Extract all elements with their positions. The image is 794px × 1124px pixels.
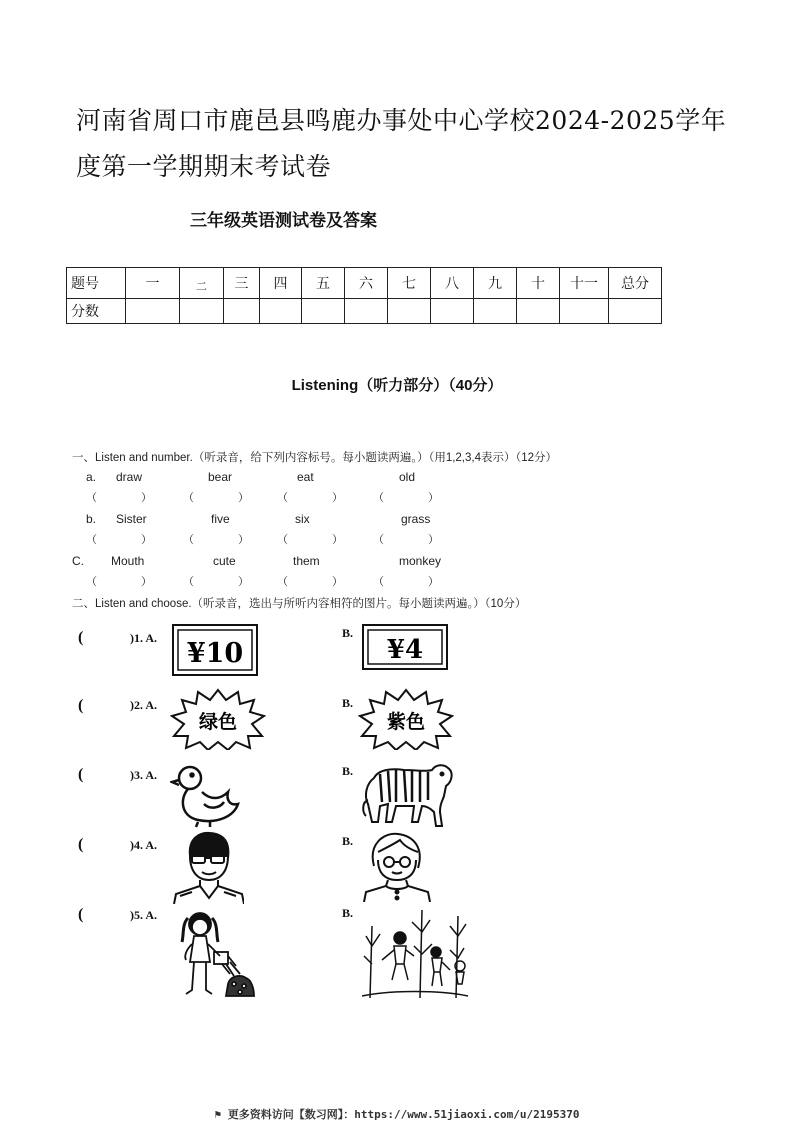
footer-link[interactable]: ⚑ 更多资料访问【数习网】：https://www.51jiaoxi.com/u/2195370 (214, 1108, 580, 1121)
question-number: )5. A. (130, 908, 157, 922)
table-cell: 十一 (560, 268, 609, 299)
table-cell: 八 (431, 268, 474, 299)
color-word: 紫色 (386, 711, 426, 733)
word-item: Sister (116, 512, 147, 526)
table-cell: 二 (180, 268, 224, 299)
row-letter: b. (86, 512, 97, 526)
option-b-label: B. (342, 764, 354, 778)
score-table-header-row (67, 268, 662, 299)
answer-bracket-open[interactable]: ( (78, 629, 84, 646)
answer-bracket-open[interactable]: ( (78, 906, 84, 923)
girl-watering-flowers-picture[interactable] (170, 904, 256, 1004)
answer-blank[interactable]: （ ） (86, 576, 152, 588)
answer-blank[interactable]: （ ） (183, 534, 249, 546)
question-number: )4. A. (130, 838, 157, 852)
section2-instruction: 二、Listen and choose.（听录音，选出与所听内容相符的图片。每小题读两遍。）（10分） (72, 598, 527, 610)
word-item: monkey (399, 554, 442, 568)
answer-blank[interactable]: （ ） (373, 534, 439, 546)
option-b-label: B. (342, 696, 354, 710)
table-cell[interactable] (388, 299, 431, 324)
score-table (66, 267, 662, 324)
table-cell[interactable] (517, 299, 560, 324)
word-item: them (293, 554, 320, 568)
table-cell[interactable] (431, 299, 474, 324)
purple-burst-picture[interactable] (358, 688, 454, 754)
option-b-label: B. (342, 626, 354, 640)
table-cell: 七 (388, 268, 431, 299)
table-cell[interactable] (560, 299, 609, 324)
question-number: )2. A. (130, 698, 157, 712)
word-item: grass (401, 512, 431, 526)
answer-blank[interactable]: （ ） (183, 492, 249, 504)
word-item: six (295, 512, 310, 526)
tiger-picture[interactable] (360, 756, 456, 832)
answer-bracket-open[interactable]: ( (78, 697, 84, 714)
page-title: 河南省周口市鹿邑县鸣鹿办事处中心学校2024-2025学年度第一学期期末考试卷 (76, 106, 727, 181)
table-cell[interactable] (180, 299, 224, 324)
price-label: ¥4 (386, 635, 424, 665)
answer-blank[interactable]: （ ） (277, 492, 343, 504)
answer-blank[interactable]: （ ） (277, 534, 343, 546)
word-item: cute (213, 554, 236, 568)
table-cell[interactable] (609, 299, 662, 324)
color-word: 绿色 (198, 711, 238, 733)
duck-picture[interactable] (170, 760, 242, 832)
word-item: bear (208, 470, 233, 484)
price-label: ¥10 (186, 638, 244, 669)
row-letter: C. (72, 554, 84, 568)
woman-with-glasses-picture[interactable] (360, 830, 432, 906)
table-cell: 四 (260, 268, 302, 299)
man-with-glasses-picture[interactable] (172, 828, 244, 908)
table-cell: 一 (126, 268, 180, 299)
green-burst-picture[interactable] (170, 688, 266, 754)
table-cell: 分数 (67, 299, 126, 324)
answer-blank[interactable]: （ ） (373, 576, 439, 588)
option-b-label: B. (342, 906, 354, 920)
question-number: )3. A. (130, 768, 157, 782)
score-table-score-row (67, 299, 662, 324)
children-planting-trees-picture[interactable] (360, 906, 470, 1002)
table-cell: 题号 (67, 268, 126, 299)
table-cell: 十 (517, 268, 560, 299)
word-item: eat (297, 470, 314, 484)
answer-bracket-open[interactable]: ( (78, 766, 84, 783)
table-cell: 六 (345, 268, 388, 299)
section1-instruction: 一、Listen and number.（听录音，给下列内容标号。每小题读两遍。）（用1,2,3,4表示）（12分） (72, 452, 558, 464)
table-cell[interactable] (302, 299, 345, 324)
word-item: five (211, 512, 230, 526)
word-item: old (399, 470, 416, 484)
answer-blank[interactable]: （ ） (86, 534, 152, 546)
table-cell: 三 (224, 268, 260, 299)
answer-blank[interactable]: （ ） (183, 576, 249, 588)
table-cell: 五 (302, 268, 345, 299)
table-cell[interactable] (345, 299, 388, 324)
page-subtitle: 三年级英语测试卷及答案 (190, 211, 377, 231)
table-cell[interactable] (126, 299, 180, 324)
table-cell: 九 (474, 268, 517, 299)
answer-bracket-open[interactable]: ( (78, 836, 84, 853)
listening-heading: Listening（听力部分）（40分） (291, 377, 503, 394)
option-b-label: B. (342, 834, 354, 848)
ten-yuan-ticket-picture[interactable] (172, 624, 258, 680)
answer-blank[interactable]: （ ） (86, 492, 152, 504)
table-cell: 总分 (609, 268, 662, 299)
answer-blank[interactable]: （ ） (277, 576, 343, 588)
flag-icon: ⚑ (214, 1108, 228, 1121)
question-number: )1. A. (130, 631, 157, 645)
table-cell[interactable] (260, 299, 302, 324)
row-letter: a. (86, 470, 97, 484)
word-item: draw (116, 470, 143, 484)
word-item: Mouth (111, 554, 145, 568)
table-cell[interactable] (474, 299, 517, 324)
four-yuan-ticket-picture[interactable] (362, 624, 448, 674)
answer-blank[interactable]: （ ） (373, 492, 439, 504)
table-cell[interactable] (224, 299, 260, 324)
